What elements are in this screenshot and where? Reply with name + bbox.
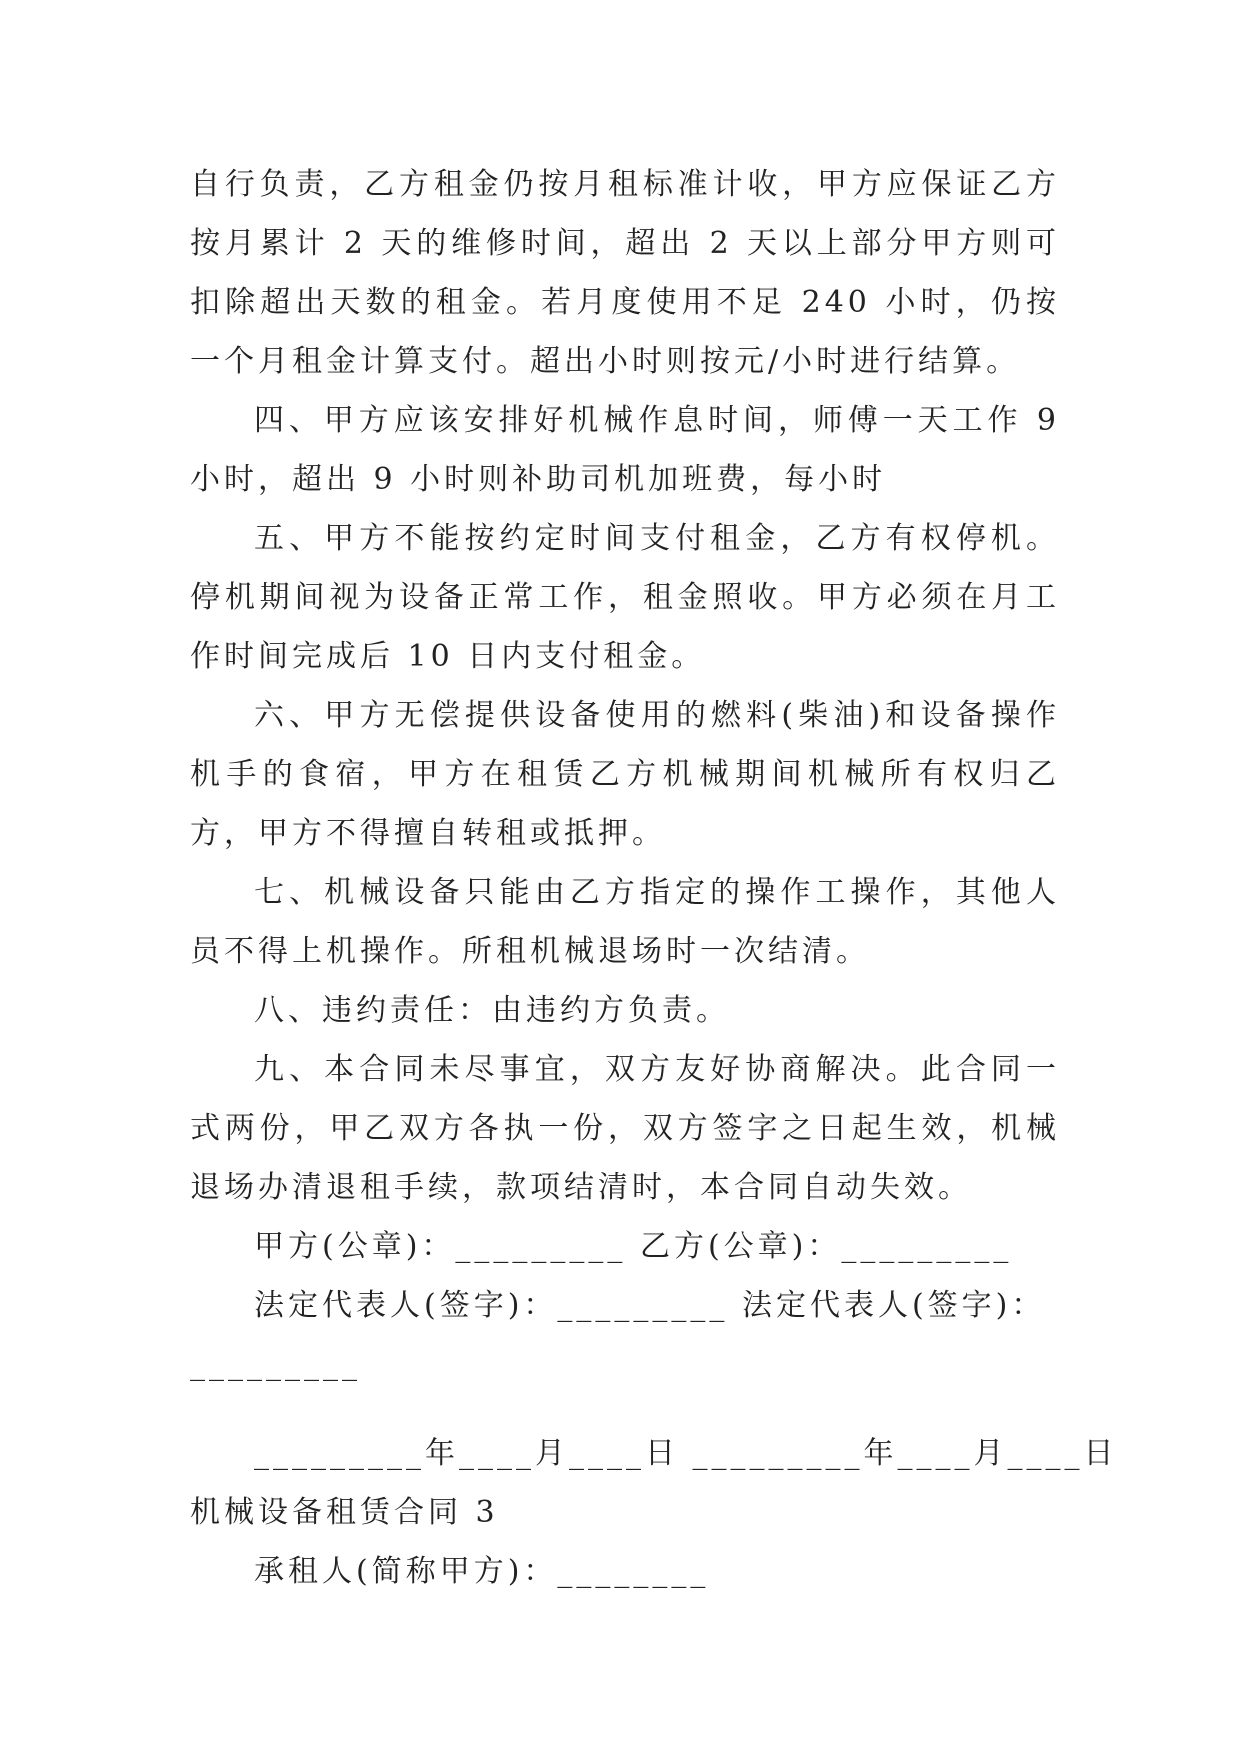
paragraph-clause-eight: 八、违约责任：由违约方负责。 (254, 993, 730, 1028)
paragraph-clause-six: 六、甲方无偿提供设备使用的燃料(柴油)和设备操作机手的食宿，甲方在租赁乙方机械期间机械所有权归乙方，甲方不得擅自转租或抵押。 (190, 698, 1060, 851)
paragraph-clause-four: 四、甲方应该安排好机械作息时间，师傅一天工作 9 小时，超出 9 小时则补助司机加班费，每小时 (190, 403, 1060, 497)
contract-title: 机械设备租赁合同 3 (190, 1495, 499, 1530)
date-line: _________年____月____日 _________年____月____日 (254, 1436, 1118, 1471)
legal-rep-signature-line: 法定代表人(签字)：_________ 法定代表人(签字)： (254, 1288, 1046, 1323)
paragraph-clause-five: 五、甲方不能按约定时间支付租金，乙方有权停机。停机期间视为设备正常工作，租金照收。甲方必须在月工作时间完成后 10 日内支付租金。 (190, 521, 1060, 674)
paragraph-clause-nine: 九、本合同未尽事宜，双方友好协商解决。此合同一式两份，甲乙双方各执一份，双方签字之日起生效，机械退场办清退租手续，款项结清时，本合同自动失效。 (190, 1052, 1060, 1205)
spacer (190, 1394, 1060, 1424)
paragraph-clause-seven: 七、机械设备只能由乙方指定的操作工操作，其他人员不得上机操作。所租机械退场时一次结清。 (190, 875, 1060, 969)
lessee-line: 承租人(简称甲方)：________ (254, 1554, 710, 1589)
paragraph-clause-three-continued: 自行负责，乙方租金仍按月租标准计收，甲方应保证乙方按月累计 2 天的维修时间，超出 2 天以上部分甲方则可扣除超出天数的租金。若月度使用不足 240 小时，仍按一个月租金计算支付。超出小时则按元/小时进行结算。 (190, 167, 1060, 379)
seal-signature-line: 甲方(公章)：_________ 乙方(公章)：_________ (254, 1229, 1013, 1264)
legal-rep-signature-blank: _________ (190, 1347, 361, 1382)
document-body (190, 155, 1118, 1601)
